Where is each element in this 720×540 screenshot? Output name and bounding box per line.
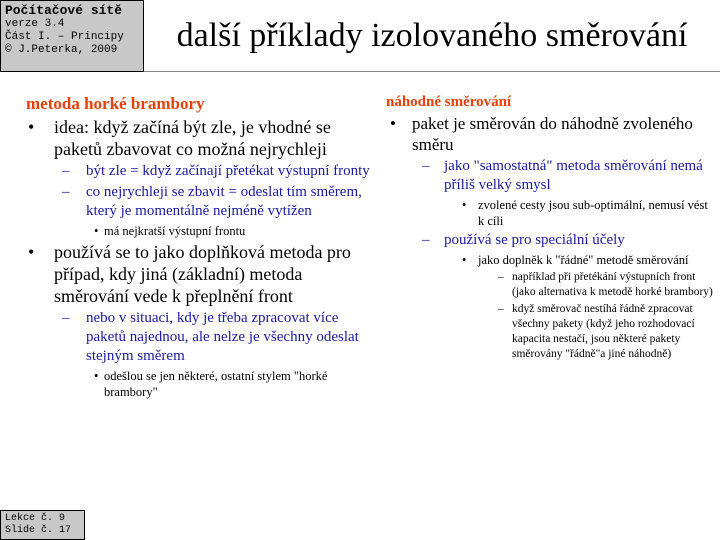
course-info-box <box>0 0 144 72</box>
sub-bullet: – co nejrychleji se zbavit = odeslat tím směrem, který je momentálně nejméně vytížen <box>26 183 372 221</box>
sub-sub-bullet: • jako doplněk k "řádné" metodě směrování <box>388 252 714 268</box>
level4-bullet: – když směrovač nestíhá řádně zpracovat všechny pakety (když jeho rozhodovací kapacita nestačí, jsou některé pakety směrovány "řádně"a jiné náhodně) <box>388 302 714 362</box>
part-label: Část I. – Principy <box>5 31 124 43</box>
sub-sub-bullet: • má nejkratší výstupní frontu <box>26 223 372 239</box>
sub-bullet: – používá se pro speciální účely <box>388 231 714 250</box>
bullet: • paket je směrován do náhodně zvoleného směru <box>388 113 714 155</box>
level4-bullet: – například při přetékání výstupních front (jako alternativa k metodě horké brambory) <box>388 270 714 300</box>
sub-bullet: – být zle = když začínají přetékat výstupní fronty <box>26 162 372 181</box>
slide-title: další příklady izolovaného směrování <box>176 16 688 54</box>
right-column <box>388 94 714 362</box>
right-heading: náhodné směrování <box>386 94 512 110</box>
sub-sub-bullet: • zvolené cesty jsou sub-optimální, nemusí vést k cíli <box>388 197 714 229</box>
bullet: • používá se to jako doplňková metoda pro případ, kdy jiná (základní) metoda směrování vede k přeplnění front <box>26 241 372 307</box>
bullet: • idea: když začíná být zle, je vhodné se paketů zbavovat co možná nejrychleji <box>26 116 372 160</box>
sub-bullet: – jako "samostatná" metoda směrování nemá příliš velký smysl <box>388 157 714 195</box>
lecture-number: Lekce č. 9 <box>5 513 66 524</box>
left-column <box>26 94 372 400</box>
version-label: verze 3.4 <box>5 18 65 30</box>
slide-number: Slide č. 17 <box>5 525 72 536</box>
sub-sub-bullet: • odešlou se jen některé, ostatní stylem "horké brambory" <box>26 368 372 400</box>
slide-title-bar <box>144 0 720 72</box>
course-title: Počítačové sítě <box>5 3 123 18</box>
left-heading: metoda horké brambory <box>26 94 205 113</box>
footer-box <box>0 510 85 540</box>
copyright-label: © J.Peterka, 2009 <box>5 44 118 56</box>
sub-bullet: – nebo v situaci, kdy je třeba zpracovat více paketů najednou, ale nelze je všechny odeslat stejným směrem <box>26 309 372 366</box>
